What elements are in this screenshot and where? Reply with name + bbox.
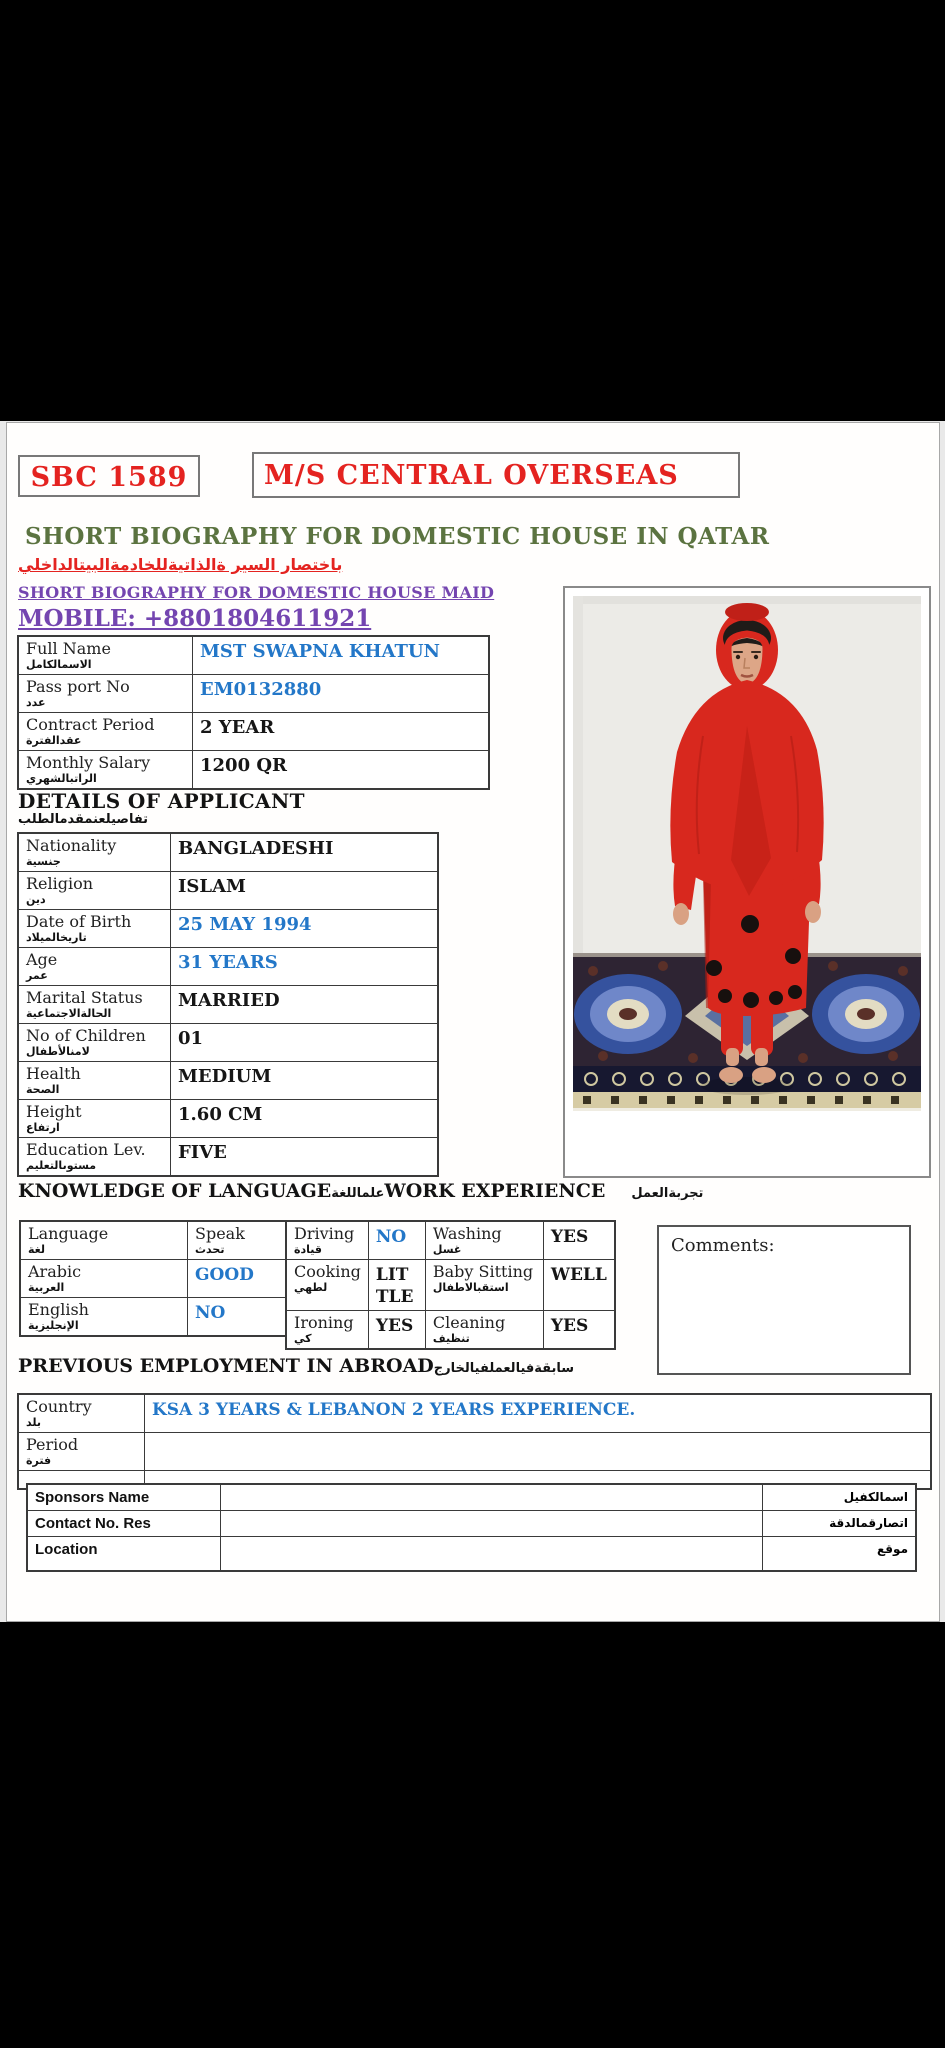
field-value: YES [543, 1311, 614, 1349]
field-value: MEDIUM [171, 1062, 438, 1100]
field-label-ar: الإنجليزية [28, 1319, 79, 1332]
table-row [28, 1537, 916, 1571]
field-label [287, 1311, 369, 1349]
table-row [19, 1395, 931, 1433]
sponsors-table [27, 1484, 916, 1571]
field-label-ar: موقع [763, 1537, 916, 1571]
field-label-en: Date of Birth [26, 912, 132, 931]
field-label-ar: ارتفاع [26, 1121, 60, 1134]
field-label-ar: كي [294, 1332, 312, 1345]
field-value: 1200 QR [193, 751, 489, 789]
field-label-ar: لغة [28, 1243, 46, 1256]
field-label: Location [28, 1537, 221, 1571]
field-value [221, 1485, 763, 1511]
field-label-ar: بلد [26, 1416, 41, 1429]
table-row [287, 1260, 615, 1311]
table-row [19, 834, 438, 872]
field-value: LITTLE [368, 1260, 425, 1311]
field-value: WELL [543, 1260, 614, 1311]
field-label-en: Age [26, 950, 58, 969]
biodata-page [6, 422, 940, 1622]
field-value: EM0132880 [193, 675, 489, 713]
work-heading-en: WORK EXPERIENCE [384, 1180, 606, 1202]
knowledge-work-heading [18, 1180, 703, 1202]
field-label-en: No of Children [26, 1026, 146, 1045]
field-label: Contact No. Res [28, 1511, 221, 1537]
field-value: GOOD [188, 1260, 355, 1298]
field-label [19, 1395, 145, 1433]
field-label-en: Religion [26, 874, 94, 893]
knowledge-heading-en: KNOWLEDGE OF LANGUAGE [18, 1180, 332, 1202]
field-value [145, 1433, 931, 1471]
field-label-en: Nationality [26, 836, 117, 855]
field-label-en: Period [26, 1435, 79, 1454]
summary-table [18, 636, 489, 789]
field-label [21, 1222, 188, 1260]
field-label [19, 986, 171, 1024]
field-label [19, 834, 171, 872]
previous-employment-heading-ar: سابقةفيالعملفيالخارج [433, 1361, 575, 1376]
field-label-ar: اسمالكفيل [763, 1485, 916, 1511]
field-label-ar: عقدالفترة [26, 734, 82, 747]
field-label-ar: تنظيف [432, 1332, 470, 1345]
field-label-ar: اتصارقمالدقة [763, 1511, 916, 1537]
work-experience-table [286, 1221, 615, 1349]
field-value [221, 1511, 763, 1537]
field-label-en: Health [26, 1064, 81, 1083]
field-label-ar: فترة [26, 1454, 52, 1467]
field-value: NO [368, 1222, 425, 1260]
table-row [19, 713, 489, 751]
field-label-en: Country [26, 1397, 92, 1416]
table-row [19, 675, 489, 713]
field-label-en: Ironing [294, 1313, 354, 1332]
field-label [19, 872, 171, 910]
field-label [287, 1260, 369, 1311]
table-row [287, 1311, 615, 1349]
field-label-ar: تحدث [195, 1243, 225, 1256]
field-label [19, 751, 193, 789]
field-label-en: Cooking [294, 1262, 361, 1281]
field-value: KSA 3 YEARS & LEBANON 2 YEARS EXPERIENCE. [145, 1395, 931, 1433]
table-row [19, 1024, 438, 1062]
field-label-en: Pass port No [26, 677, 130, 696]
field-value: 2 YEAR [193, 713, 489, 751]
field-label [19, 1100, 171, 1138]
field-label-ar: الصحة [26, 1083, 60, 1096]
table-row [19, 986, 438, 1024]
table-row [19, 910, 438, 948]
field-value: BANGLADESHI [171, 834, 438, 872]
table-row [19, 751, 489, 789]
field-value: FIVE [171, 1138, 438, 1176]
field-value: ISLAM [171, 872, 438, 910]
field-label [19, 910, 171, 948]
previous-employment-heading [18, 1355, 574, 1377]
field-label-en: Height [26, 1102, 82, 1121]
field-label [19, 1062, 171, 1100]
field-label-ar: الحالةالاجتماعية [26, 1007, 112, 1020]
field-label [19, 637, 193, 675]
reference-code-box: SBC 1589 [18, 455, 200, 497]
field-label-en: Education Lev. [26, 1140, 146, 1159]
table-row [28, 1485, 916, 1511]
field-label-ar: لامنالأطفال [26, 1045, 90, 1058]
field-label-en: Language [28, 1224, 109, 1243]
field-value: 25 MAY 1994 [171, 910, 438, 948]
work-heading-ar: تجربةالعمل [631, 1186, 704, 1201]
agency-name-box: M/S CENTRAL OVERSEAS [252, 452, 740, 498]
field-label [19, 948, 171, 986]
applicant-photo-illustration [573, 596, 921, 1111]
field-value [221, 1537, 763, 1571]
field-value: MARRIED [171, 986, 438, 1024]
field-value: YES [543, 1222, 614, 1260]
page-title-arabic: باختصار السير ةالذاتيةللخادمةالبيتالداخلي [18, 555, 343, 574]
previous-employment-heading-en: PREVIOUS EMPLOYMENT IN ABROAD [18, 1355, 434, 1377]
comments-box [657, 1225, 911, 1375]
field-label-en: Baby Sitting [432, 1262, 534, 1281]
details-section-heading-arabic: تفاصيلعنمقدمالطلب [18, 812, 149, 827]
field-value: YES [368, 1311, 425, 1349]
field-label-ar: دين [26, 893, 46, 906]
field-label-en: Marital Status [26, 988, 143, 1007]
applicant-photo [563, 586, 931, 1178]
table-row [287, 1222, 615, 1260]
field-label [19, 713, 193, 751]
table-row [19, 1100, 438, 1138]
field-label [287, 1222, 369, 1260]
field-value: NO [188, 1298, 355, 1336]
field-label [19, 1433, 145, 1471]
field-label-ar: جنسية [26, 855, 61, 868]
field-label: Sponsors Name [28, 1485, 221, 1511]
field-label-en: Monthly Salary [26, 753, 151, 772]
document-area [0, 421, 945, 1622]
field-label-ar: الاسمالكامل [26, 658, 92, 671]
table-row [19, 872, 438, 910]
page-subtitle: SHORT BIOGRAPHY FOR DOMESTIC HOUSE MAID [18, 583, 495, 602]
table-row [28, 1511, 916, 1537]
field-label-ar: مستوىالتعليم [26, 1159, 97, 1172]
field-label [19, 1138, 171, 1176]
comments-label: Comments: [671, 1235, 775, 1256]
field-label-ar: لطهي [294, 1281, 328, 1294]
field-value: 1.60 CM [171, 1100, 438, 1138]
field-label [425, 1222, 543, 1260]
field-value: MST SWAPNA KHATUN [193, 637, 489, 675]
field-label-ar: قيادة [294, 1243, 322, 1256]
field-label [19, 675, 193, 713]
previous-employment-table [18, 1394, 931, 1489]
details-table [18, 833, 438, 1176]
field-label-ar: عدد [26, 696, 46, 709]
field-label-en: Cleaning [432, 1313, 506, 1332]
field-value: 31 YEARS [171, 948, 438, 986]
field-label-ar: استقبالاطفال [432, 1281, 509, 1294]
field-label-ar: عمر [26, 969, 48, 982]
page-title: SHORT BIOGRAPHY FOR DOMESTIC HOUSE IN QATAR [25, 523, 770, 550]
table-row [19, 637, 489, 675]
field-label-en: Contract Period [26, 715, 155, 734]
field-label-en: English [28, 1300, 89, 1319]
field-label-en: Full Name [26, 639, 111, 658]
field-label-ar: العربية [28, 1281, 65, 1294]
field-label-en: Washing [432, 1224, 502, 1243]
field-label-ar: غسل [432, 1243, 462, 1256]
field-label [425, 1311, 543, 1349]
field-label-en: Arabic [28, 1262, 82, 1281]
details-section-heading: DETAILS OF APPLICANT [18, 789, 305, 813]
field-value: 01 [171, 1024, 438, 1062]
field-label [21, 1298, 188, 1336]
table-row [19, 1138, 438, 1176]
field-label [21, 1260, 188, 1298]
field-label-en: Speak [195, 1224, 245, 1243]
table-row [19, 1433, 931, 1471]
table-row [19, 948, 438, 986]
table-row [19, 1062, 438, 1100]
field-label-ar: الراتبالشهري [26, 772, 97, 785]
field-label-ar: تاريخالميلاد [26, 931, 87, 944]
knowledge-heading-ar: علماللغة [331, 1186, 385, 1201]
field-label-en: Driving [294, 1224, 355, 1243]
field-label [19, 1024, 171, 1062]
field-label [425, 1260, 543, 1311]
mobile-number: MOBILE: +8801804611921 [18, 605, 372, 632]
